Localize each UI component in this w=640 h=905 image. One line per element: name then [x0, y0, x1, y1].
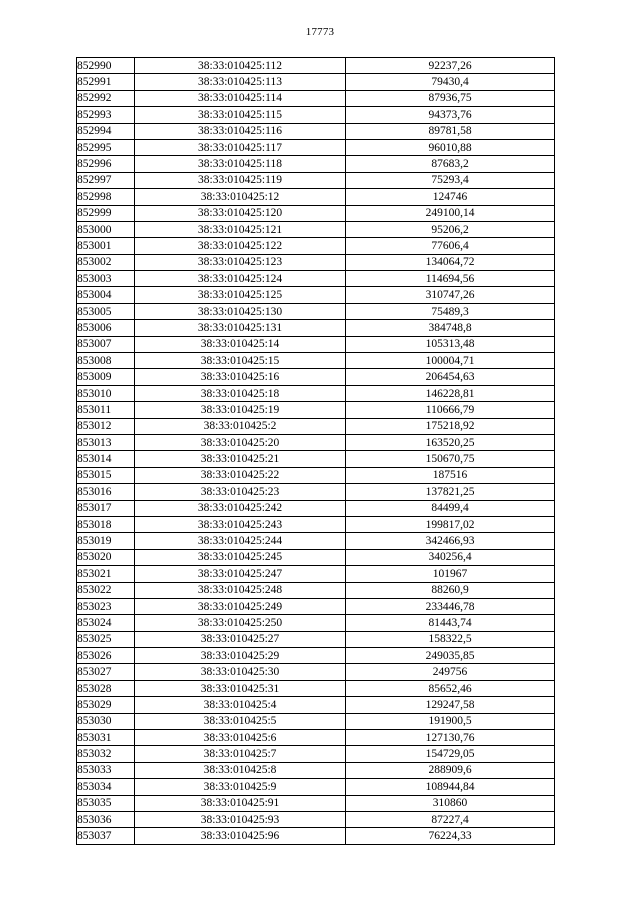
cadastral-value-cell: 342466,93 [346, 533, 555, 549]
cadastral-number-cell: 38:33:010425:118 [135, 156, 346, 172]
row-number-cell: 853024 [77, 615, 135, 631]
cadastral-value-cell: 163520,25 [346, 434, 555, 450]
cadastral-number-cell: 38:33:010425:2 [135, 418, 346, 434]
row-number-cell: 853004 [77, 287, 135, 303]
row-number-cell: 853019 [77, 533, 135, 549]
row-number-cell: 853022 [77, 582, 135, 598]
row-number-cell: 852990 [77, 58, 135, 74]
cadastral-number-cell: 38:33:010425:243 [135, 516, 346, 532]
table-row [77, 746, 555, 762]
cadastral-value-cell: 77606,4 [346, 238, 555, 254]
cadastral-value-cell: 146228,81 [346, 385, 555, 401]
row-number-cell: 853005 [77, 303, 135, 319]
cadastral-number-cell: 38:33:010425:115 [135, 107, 346, 123]
table-row [77, 107, 555, 123]
cadastral-value-cell: 340256,4 [346, 549, 555, 565]
row-number-cell: 853010 [77, 385, 135, 401]
row-number-cell: 853007 [77, 336, 135, 352]
table-row [77, 811, 555, 827]
table-row [77, 549, 555, 565]
row-number-cell: 853037 [77, 828, 135, 844]
cadastral-value-cell: 154729,05 [346, 746, 555, 762]
cadastral-number-cell: 38:33:010425:96 [135, 828, 346, 844]
cadastral-number-cell: 38:33:010425:123 [135, 254, 346, 270]
row-number-cell: 852999 [77, 205, 135, 221]
row-number-cell: 853001 [77, 238, 135, 254]
cadastral-value-cell: 75293,4 [346, 172, 555, 188]
cadastral-number-cell: 38:33:010425:120 [135, 205, 346, 221]
cadastral-value-cell: 124746 [346, 189, 555, 205]
row-number-cell: 853029 [77, 697, 135, 713]
cadastral-number-cell: 38:33:010425:29 [135, 648, 346, 664]
table-row [77, 189, 555, 205]
cadastral-number-cell: 38:33:010425:16 [135, 369, 346, 385]
row-number-cell: 853033 [77, 762, 135, 778]
cadastral-number-cell: 38:33:010425:7 [135, 746, 346, 762]
table-row [77, 500, 555, 516]
table-row [77, 680, 555, 696]
row-number-cell: 852992 [77, 90, 135, 106]
cadastral-value-cell: 105313,48 [346, 336, 555, 352]
row-number-cell: 853036 [77, 811, 135, 827]
cadastral-value-cell: 310747,26 [346, 287, 555, 303]
cadastral-number-cell: 38:33:010425:117 [135, 139, 346, 155]
cadastral-number-cell: 38:33:010425:119 [135, 172, 346, 188]
table-row [77, 566, 555, 582]
cadastral-number-cell: 38:33:010425:250 [135, 615, 346, 631]
cadastral-number-cell: 38:33:010425:15 [135, 353, 346, 369]
row-number-cell: 853032 [77, 746, 135, 762]
cadastral-value-cell: 114694,56 [346, 271, 555, 287]
cadastral-value-cell: 384748,8 [346, 320, 555, 336]
row-number-cell: 853035 [77, 795, 135, 811]
cadastral-number-cell: 38:33:010425:116 [135, 123, 346, 139]
table-row [77, 484, 555, 500]
cadastral-value-cell: 89781,58 [346, 123, 555, 139]
table-row [77, 779, 555, 795]
row-number-cell: 853012 [77, 418, 135, 434]
cadastral-number-cell: 38:33:010425:248 [135, 582, 346, 598]
cadastral-number-cell: 38:33:010425:249 [135, 598, 346, 614]
cadastral-value-cell: 85652,46 [346, 680, 555, 696]
table-row [77, 402, 555, 418]
table-row [77, 762, 555, 778]
page-number: 17773 [305, 26, 335, 38]
table-row [77, 287, 555, 303]
row-number-cell: 852997 [77, 172, 135, 188]
table-row [77, 156, 555, 172]
table-row [77, 139, 555, 155]
cadastral-number-cell: 38:33:010425:242 [135, 500, 346, 516]
row-number-cell: 853008 [77, 353, 135, 369]
cadastral-value-cell: 134064,72 [346, 254, 555, 270]
cadastral-number-cell: 38:33:010425:125 [135, 287, 346, 303]
cadastral-number-cell: 38:33:010425:31 [135, 680, 346, 696]
cadastral-number-cell: 38:33:010425:5 [135, 713, 346, 729]
table-row [77, 336, 555, 352]
table-row [77, 58, 555, 74]
table-row [77, 320, 555, 336]
table-row [77, 795, 555, 811]
row-number-cell: 853028 [77, 680, 135, 696]
cadastral-value-cell: 100004,71 [346, 353, 555, 369]
cadastral-number-cell: 38:33:010425:6 [135, 730, 346, 746]
row-number-cell: 853021 [77, 566, 135, 582]
table-row [77, 582, 555, 598]
cadastral-number-cell: 38:33:010425:30 [135, 664, 346, 680]
cadastral-value-table [76, 57, 555, 845]
cadastral-value-cell: 187516 [346, 467, 555, 483]
row-number-cell: 853034 [77, 779, 135, 795]
cadastral-number-cell: 38:33:010425:245 [135, 549, 346, 565]
row-number-cell: 853031 [77, 730, 135, 746]
cadastral-value-cell: 206454,63 [346, 369, 555, 385]
cadastral-value-cell: 137821,25 [346, 484, 555, 500]
table-row [77, 533, 555, 549]
row-number-cell: 853016 [77, 484, 135, 500]
cadastral-value-cell: 76224,33 [346, 828, 555, 844]
table-row [77, 648, 555, 664]
table-row [77, 516, 555, 532]
table-row [77, 369, 555, 385]
table-row [77, 467, 555, 483]
cadastral-number-cell: 38:33:010425:113 [135, 74, 346, 90]
cadastral-number-cell: 38:33:010425:91 [135, 795, 346, 811]
table-row [77, 254, 555, 270]
cadastral-number-cell: 38:33:010425:18 [135, 385, 346, 401]
table-row [77, 418, 555, 434]
row-number-cell: 853015 [77, 467, 135, 483]
cadastral-number-cell: 38:33:010425:20 [135, 434, 346, 450]
cadastral-value-cell: 310860 [346, 795, 555, 811]
cadastral-number-cell: 38:33:010425:130 [135, 303, 346, 319]
cadastral-number-cell: 38:33:010425:19 [135, 402, 346, 418]
cadastral-value-cell: 94373,76 [346, 107, 555, 123]
table-row [77, 615, 555, 631]
row-number-cell: 853027 [77, 664, 135, 680]
row-number-cell: 853018 [77, 516, 135, 532]
cadastral-number-cell: 38:33:010425:8 [135, 762, 346, 778]
cadastral-value-cell: 199817,02 [346, 516, 555, 532]
table-row [77, 205, 555, 221]
row-number-cell: 853003 [77, 271, 135, 287]
table-row [77, 451, 555, 467]
cadastral-value-cell: 249100,14 [346, 205, 555, 221]
cadastral-number-cell: 38:33:010425:23 [135, 484, 346, 500]
cadastral-number-cell: 38:33:010425:9 [135, 779, 346, 795]
table-row [77, 353, 555, 369]
cadastral-value-cell: 87227,4 [346, 811, 555, 827]
cadastral-value-cell: 249756 [346, 664, 555, 680]
cadastral-value-cell: 288909,6 [346, 762, 555, 778]
cadastral-value-cell: 88260,9 [346, 582, 555, 598]
cadastral-value-cell: 96010,88 [346, 139, 555, 155]
row-number-cell: 853020 [77, 549, 135, 565]
cadastral-value-cell: 81443,74 [346, 615, 555, 631]
cadastral-number-cell: 38:33:010425:122 [135, 238, 346, 254]
row-number-cell: 853017 [77, 500, 135, 516]
table-row [77, 172, 555, 188]
table-row [77, 90, 555, 106]
cadastral-number-cell: 38:33:010425:21 [135, 451, 346, 467]
row-number-cell: 853023 [77, 598, 135, 614]
row-number-cell: 852996 [77, 156, 135, 172]
cadastral-value-cell: 127130,76 [346, 730, 555, 746]
table-row [77, 123, 555, 139]
table-row [77, 828, 555, 844]
cadastral-value-cell: 87683,2 [346, 156, 555, 172]
cadastral-value-cell: 101967 [346, 566, 555, 582]
cadastral-value-cell: 95206,2 [346, 221, 555, 237]
table-row [77, 221, 555, 237]
table-row [77, 74, 555, 90]
row-number-cell: 852998 [77, 189, 135, 205]
cadastral-value-cell: 84499,4 [346, 500, 555, 516]
cadastral-value-cell: 129247,58 [346, 697, 555, 713]
table-row [77, 713, 555, 729]
table-row [77, 664, 555, 680]
cadastral-value-cell: 110666,79 [346, 402, 555, 418]
table-row [77, 598, 555, 614]
cadastral-number-cell: 38:33:010425:27 [135, 631, 346, 647]
cadastral-value-cell: 75489,3 [346, 303, 555, 319]
row-number-cell: 853014 [77, 451, 135, 467]
row-number-cell: 853013 [77, 434, 135, 450]
cadastral-number-cell: 38:33:010425:12 [135, 189, 346, 205]
cadastral-value-cell: 249035,85 [346, 648, 555, 664]
row-number-cell: 853011 [77, 402, 135, 418]
cadastral-value-cell: 87936,75 [346, 90, 555, 106]
cadastral-number-cell: 38:33:010425:22 [135, 467, 346, 483]
row-number-cell: 852995 [77, 139, 135, 155]
cadastral-number-cell: 38:33:010425:112 [135, 58, 346, 74]
row-number-cell: 852993 [77, 107, 135, 123]
cadastral-number-cell: 38:33:010425:131 [135, 320, 346, 336]
cadastral-number-cell: 38:33:010425:4 [135, 697, 346, 713]
cadastral-value-cell: 92237,26 [346, 58, 555, 74]
cadastral-number-cell: 38:33:010425:121 [135, 221, 346, 237]
table-row [77, 385, 555, 401]
table-row [77, 631, 555, 647]
cadastral-number-cell: 38:33:010425:93 [135, 811, 346, 827]
cadastral-value-cell: 108944,84 [346, 779, 555, 795]
table-row [77, 303, 555, 319]
row-number-cell: 852991 [77, 74, 135, 90]
cadastral-number-cell: 38:33:010425:247 [135, 566, 346, 582]
cadastral-value-cell: 175218,92 [346, 418, 555, 434]
table-row [77, 697, 555, 713]
table-row [77, 730, 555, 746]
cadastral-value-cell: 158322,5 [346, 631, 555, 647]
cadastral-value-cell: 191900,5 [346, 713, 555, 729]
row-number-cell: 853000 [77, 221, 135, 237]
cadastral-number-cell: 38:33:010425:124 [135, 271, 346, 287]
row-number-cell: 853026 [77, 648, 135, 664]
cadastral-number-cell: 38:33:010425:244 [135, 533, 346, 549]
table-row [77, 238, 555, 254]
row-number-cell: 853030 [77, 713, 135, 729]
cadastral-value-cell: 79430,4 [346, 74, 555, 90]
cadastral-value-cell: 150670,75 [346, 451, 555, 467]
row-number-cell: 853025 [77, 631, 135, 647]
row-number-cell: 853002 [77, 254, 135, 270]
table-body [77, 58, 555, 845]
row-number-cell: 853006 [77, 320, 135, 336]
table-row [77, 271, 555, 287]
row-number-cell: 852994 [77, 123, 135, 139]
cadastral-number-cell: 38:33:010425:14 [135, 336, 346, 352]
cadastral-value-cell: 233446,78 [346, 598, 555, 614]
row-number-cell: 853009 [77, 369, 135, 385]
cadastral-number-cell: 38:33:010425:114 [135, 90, 346, 106]
table-row [77, 434, 555, 450]
